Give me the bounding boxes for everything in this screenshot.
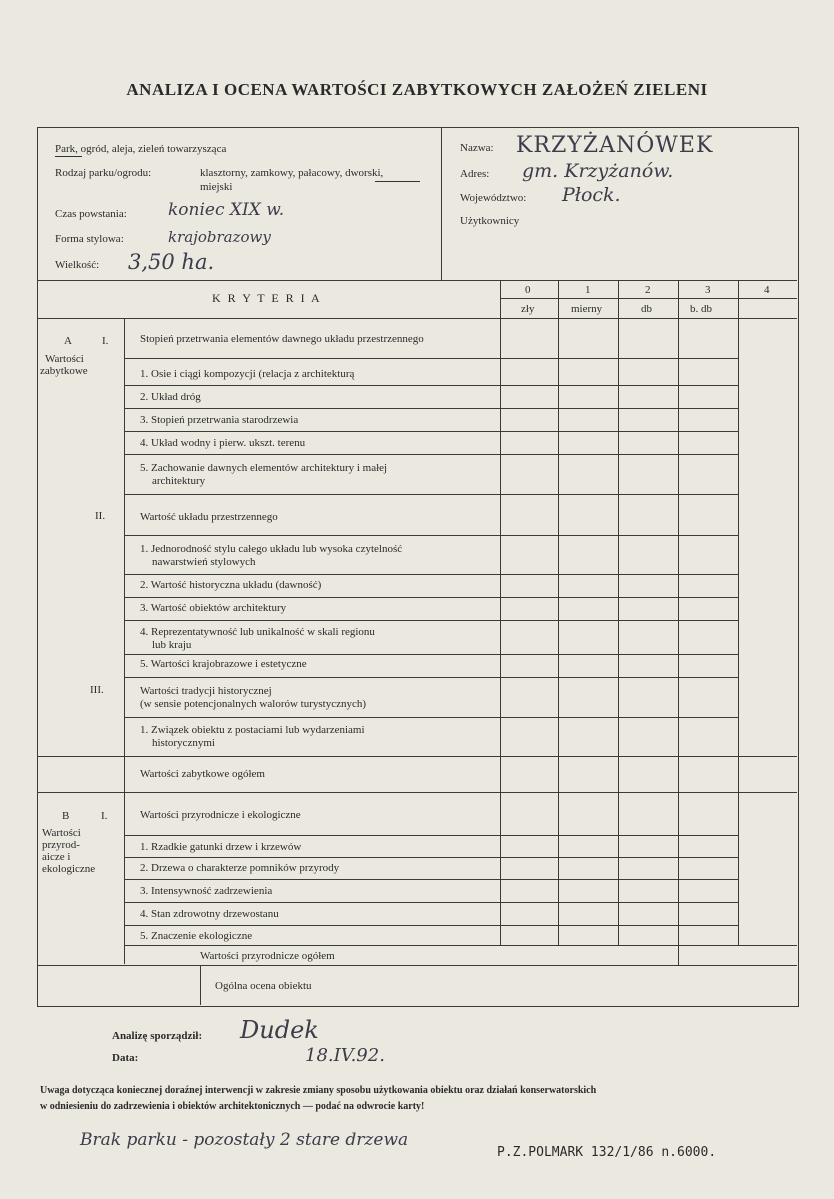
item-a1-5: 5. Zachowanie dawnych elementów architektury i małej (140, 462, 388, 474)
header-bottom-line (38, 280, 797, 281)
item-a1-1: 1. Osie i ciągi kompozycji (relacja z architekturą (140, 368, 355, 380)
rodzaj-options: klasztorny, zamkowy, pałacowy, dworski, (200, 167, 384, 179)
item-b-5: 5. Znaczenie ekologiczne (140, 930, 253, 942)
item-b-1: 1. Rzadkie gatunki drzew i krzewów (140, 841, 302, 853)
scale-mid-line (500, 298, 797, 299)
item-a2-3: 3. Wartość obiektów architektury (140, 602, 287, 614)
nazwa-value: KRZYŻANÓWEK (516, 133, 714, 158)
item-a3-1b: historycznymi (152, 737, 215, 749)
section-a-bottom (38, 792, 797, 793)
scale-col-1 (558, 281, 559, 945)
item-a3-1: 1. Związek obiektu z postaciami lub wydarzeniami (140, 724, 365, 736)
item-indent-line (124, 318, 125, 964)
group-b-title: Wartości przyrodnicze i ekologiczne (140, 809, 301, 821)
scale-col-0 (500, 281, 501, 945)
prepared-label: Analizę sporządził: (112, 1030, 203, 1042)
item-b-2-bottom (124, 879, 738, 880)
section-b-roman: I. (101, 810, 108, 822)
wielkosc-value: 3,50 ha. (128, 250, 215, 274)
date-label: Data: (112, 1052, 139, 1064)
group-a3-line (124, 717, 738, 718)
forma-label: Forma stylowa: (55, 233, 124, 245)
forma-value: krajobrazowy (168, 228, 271, 246)
scale-number-2: 2 (645, 284, 651, 296)
section-a-roman: I. (102, 335, 109, 347)
note-line-1: Uwaga dotycząca koniecznej doraźnej interwencji w zakresie zmiany sposobu użytkowania obiektu oraz działań konserwatorskich (40, 1085, 597, 1096)
scale-number-3: 3 (705, 284, 711, 296)
czas-label: Czas powstania: (55, 208, 127, 220)
item-b-2: 2. Drzewa o charakterze pomników przyrody (140, 862, 340, 874)
group-b-bottom (124, 945, 797, 946)
item-a2-2: 2. Wartość historyczna układu (dawność) (140, 579, 322, 591)
item-b-1-bottom (124, 857, 738, 858)
item-a1-2-bottom (124, 408, 738, 409)
section-a-summary: Wartości zabytkowe ogółem (140, 768, 265, 780)
scale-word-0: zły (521, 303, 535, 315)
rodzaj-label: Rodzaj parku/ogrodu: (55, 167, 152, 179)
section-b-summary: Wartości przyrodnicze ogółem (200, 950, 335, 962)
nazwa-label: Nazwa: (460, 142, 494, 154)
group-a2-title: Wartość układu przestrzennego (140, 511, 278, 523)
adres-value: gm. Krzyżanów. (522, 160, 674, 182)
item-a1-3: 3. Stopień przetrwania starodrzewia (140, 414, 299, 426)
scale-col-3 (678, 281, 679, 965)
scale-col-4 (738, 281, 739, 945)
group-a2-roman: II. (95, 510, 106, 522)
item-a1-2: 2. Układ dróg (140, 391, 201, 403)
group-a2-bottom (124, 677, 738, 678)
scale-col-2 (618, 281, 619, 945)
item-a1-1-top (124, 385, 738, 386)
item-b-4: 4. Stan zdrowotny drzewostanu (140, 908, 279, 920)
uzytkownicy-label: Użytkownicy (460, 215, 520, 227)
item-a1-4-bottom (124, 454, 738, 455)
park-underline (55, 156, 82, 157)
item-b-3-bottom (124, 902, 738, 903)
print-stamp: P.Z.POLMARK 132/1/86 n.6000. (497, 1145, 717, 1160)
park-type-line: Park, ogród, aleja, zieleń towarzysząca (55, 143, 227, 155)
group-a1-bottom (124, 494, 738, 495)
item-a2-4: 4. Reprezentatywność lub unikalność w skali regionu (140, 626, 375, 638)
scale-number-4: 4 (764, 284, 770, 296)
handwritten-note: Brak parku - pozostały 2 stare drzewa (80, 1130, 409, 1150)
section-b-name-2: przyrod- (42, 839, 80, 851)
item-a1-4: 4. Układ wodny i pierw. ukszt. terenu (140, 437, 306, 449)
item-a2-1b: nawarstwień stylowych (152, 556, 256, 568)
group-a3-title-1: Wartości tradycji historycznej (140, 685, 272, 697)
scale-number-1: 1 (585, 284, 591, 296)
form-title: ANALIZA I OCENA WARTOŚCI ZABYTKOWYCH ZAŁOŻEŃ ZIELENI (126, 80, 708, 99)
section-b-name-1: Wartości (42, 827, 81, 839)
czas-value: koniec XIX w. (168, 200, 285, 220)
item-b-4-bottom (124, 925, 738, 926)
section-b-name-4: ekologiczne (42, 863, 96, 875)
scale-word-3: b. db (690, 303, 712, 315)
item-a2-4-bottom (124, 654, 738, 655)
item-a1-5b: architektury (152, 475, 206, 487)
wojewodztwo-value: Płock. (562, 184, 621, 206)
scale-word-1: mierny (571, 303, 603, 315)
section-b-name-3: aicze i (42, 851, 71, 863)
item-a2-3-bottom (124, 620, 738, 621)
rodzaj-options-2: miejski (200, 181, 233, 193)
section-a-name-1: Wartości (45, 353, 84, 365)
group-b-line (124, 835, 738, 836)
item-a2-1: 1. Jednorodność stylu całego układu lub wysoka czytelność (140, 543, 403, 555)
dworski-underline (375, 181, 420, 182)
item-b-3: 3. Intensywność zadrzewienia (140, 885, 273, 897)
section-a-code: A (64, 335, 72, 347)
item-a2-1-bottom (124, 574, 738, 575)
criteria-header-bottom (38, 318, 797, 319)
item-a2-5: 5. Wartości krajobrazowe i estetyczne (140, 658, 307, 670)
criteria-header-label: K R Y T E R I A (212, 291, 322, 305)
item-a1-3-bottom (124, 431, 738, 432)
note-line-2: w odniesieniu do zadrzewienia i obiektów architektonicznych — podać na odwrocie karty! (40, 1101, 425, 1112)
section-a-name-2: zabytkowe (40, 365, 88, 377)
group-a1-title: Stopień przetrwania elementów dawnego układu przestrzennego (140, 333, 424, 345)
group-a3-title-2: (w sensie potencjonalnych walorów turystycznych) (140, 698, 367, 710)
adres-label: Adres: (460, 168, 490, 180)
group-a3-roman: III. (90, 684, 104, 696)
wielkosc-label: Wielkość: (55, 259, 100, 271)
group-a2-line (124, 535, 738, 536)
scale-number-0: 0 (525, 284, 531, 296)
header-divider (441, 128, 442, 280)
section-a-summary-top (38, 756, 797, 757)
overall-label: Ogólna ocena obiektu (215, 980, 312, 992)
item-a2-4b: lub kraju (152, 639, 192, 651)
scale-word-2: db (641, 303, 652, 315)
item-a2-2-bottom (124, 597, 738, 598)
signature: Dudek (240, 1016, 319, 1044)
section-b-code: B (62, 810, 70, 822)
section-b-bottom (38, 965, 797, 966)
wojewodztwo-label: Województwo: (460, 192, 527, 204)
group-a1-line (124, 358, 738, 359)
overall-left (200, 965, 201, 1005)
date-value: 18.IV.92. (305, 1045, 385, 1066)
